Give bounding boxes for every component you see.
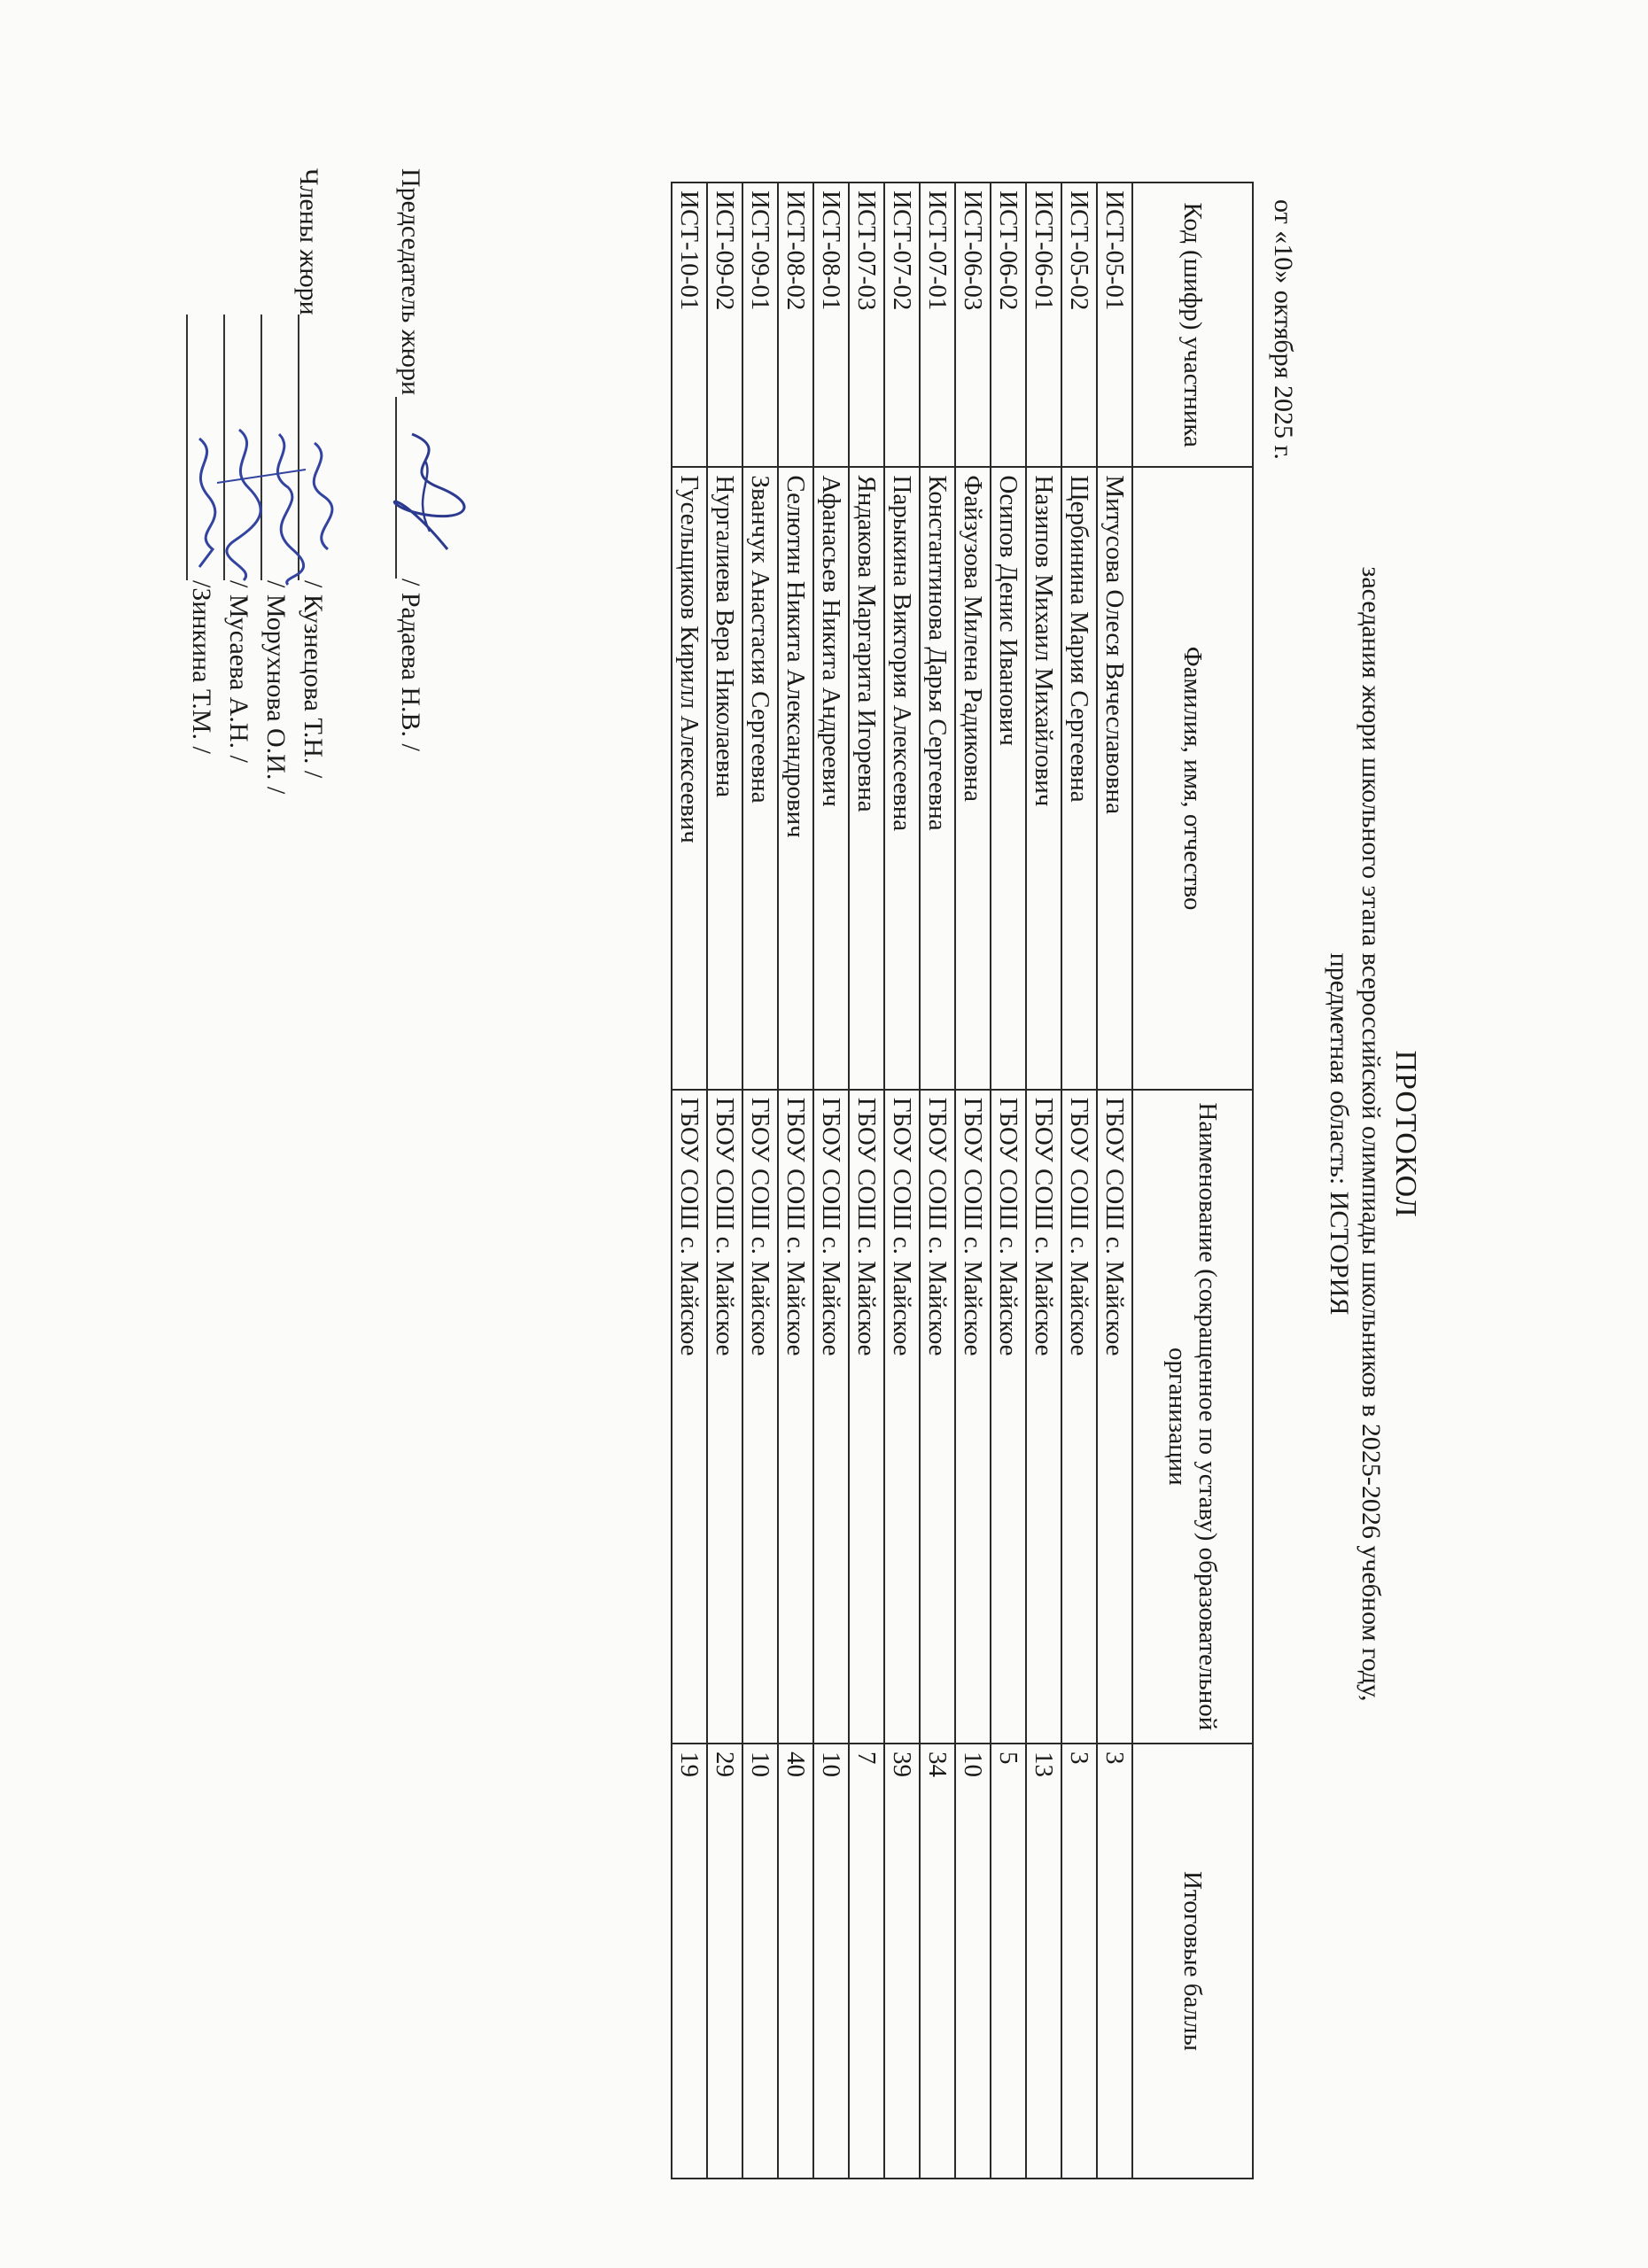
cell-score: 19 <box>672 1744 707 2179</box>
cell-name: Яндакова Маргарита Игоревна <box>849 467 884 1089</box>
table-row <box>813 183 849 2179</box>
cell-score: 3 <box>1061 1744 1097 2179</box>
protocol-date: от «10» октября 2025 г. <box>1269 199 1298 460</box>
table-header-row <box>1132 183 1253 2179</box>
cell-organization: ГБОУ СОШ с. Майское <box>1026 1090 1061 1744</box>
cell-score: 10 <box>742 1744 778 2179</box>
document-subtitle <box>1323 0 1387 2268</box>
table-row <box>707 183 742 2179</box>
cell-code: ИСТ-07-03 <box>849 183 884 467</box>
cell-code: ИСТ-10-01 <box>672 183 707 467</box>
cell-code: ИСТ-06-01 <box>1026 183 1061 467</box>
table-row <box>1026 183 1061 2179</box>
table-row <box>778 183 813 2179</box>
subtitle-line-1: заседания жюри школьного этапа всероссийской олимпиады школьников в 2025-2026 учебном году, <box>1356 566 1386 1702</box>
header-code: Код (шифр) участника <box>1132 183 1253 467</box>
cell-score: 5 <box>991 1744 1026 2179</box>
cell-score: 39 <box>884 1744 920 2179</box>
member-name: / Морухнова О.И. / <box>261 580 291 795</box>
document-title: ПРОТОКОЛ <box>1389 1050 1422 1218</box>
cell-organization: ГБОУ СОШ с. Майское <box>1097 1090 1132 1744</box>
cell-name: Щербинина Мария Сергеевна <box>1061 467 1097 1089</box>
cell-organization: ГБОУ СОШ с. Майское <box>672 1090 707 1744</box>
header-organization: Наименование (сокращенное по уставу) образовательной организации <box>1132 1090 1253 1744</box>
cell-code: ИСТ-07-01 <box>920 183 955 467</box>
cell-score: 29 <box>707 1744 742 2179</box>
table-row <box>1061 183 1097 2179</box>
cell-score: 10 <box>955 1744 991 2179</box>
subtitle-line-2: предметная область: ИСТОРИЯ <box>1325 952 1354 1316</box>
cell-name: Афанасьев Никита Андреевич <box>813 467 849 1089</box>
cell-name: Званчук Анастасия Сергеевна <box>742 467 778 1089</box>
member-name: / Кузнецова Т.Н. / <box>299 580 328 779</box>
cell-organization: ГБОУ СОШ с. Майское <box>884 1090 920 1744</box>
chair-label: Председатель жюри <box>396 168 425 396</box>
cell-code: ИСТ-06-02 <box>991 183 1026 467</box>
table-row <box>1097 183 1132 2179</box>
cell-organization: ГБОУ СОШ с. Майское <box>991 1090 1026 1744</box>
header-name: Фамилия, имя, отчество <box>1132 467 1253 1089</box>
cell-score: 13 <box>1026 1744 1061 2179</box>
table-row <box>742 183 778 2179</box>
cell-code: ИСТ-09-02 <box>707 183 742 467</box>
members-label: Члены жюри <box>294 168 323 315</box>
cell-score: 7 <box>849 1744 884 2179</box>
cell-code: ИСТ-08-02 <box>778 183 813 467</box>
cell-score: 3 <box>1097 1744 1132 2179</box>
member-name: / Мусаева А.Н. / <box>224 580 253 763</box>
cell-code: ИСТ-08-01 <box>813 183 849 467</box>
cell-organization: ГБОУ СОШ с. Майское <box>778 1090 813 1744</box>
results-table <box>671 182 1254 2179</box>
header-score: Итоговые баллы <box>1132 1744 1253 2179</box>
table-row <box>884 183 920 2179</box>
chair-name: / Радаева Н.В. / <box>396 579 425 751</box>
cell-name: Селютин Никита Александрович <box>778 467 813 1089</box>
cell-name: Митусова Олеся Вячеславовна <box>1097 467 1132 1089</box>
table-row <box>991 183 1026 2179</box>
cell-code: ИСТ-07-02 <box>884 183 920 467</box>
cell-code: ИСТ-09-01 <box>742 183 778 467</box>
cell-name: Гусельщиков Кирилл Алексеевич <box>672 467 707 1089</box>
table-row <box>849 183 884 2179</box>
cell-organization: ГБОУ СОШ с. Майское <box>813 1090 849 1744</box>
table-row <box>955 183 991 2179</box>
cell-name: Нургалиева Вера Николаевна <box>707 467 742 1089</box>
cell-code: ИСТ-06-03 <box>955 183 991 467</box>
cell-organization: ГБОУ СОШ с. Майское <box>707 1090 742 1744</box>
cell-code: ИСТ-05-02 <box>1061 183 1097 467</box>
cell-organization: ГБОУ СОШ с. Майское <box>920 1090 955 1744</box>
cell-score: 10 <box>813 1744 849 2179</box>
cell-organization: ГБОУ СОШ с. Майское <box>849 1090 884 1744</box>
cell-score: 40 <box>778 1744 813 2179</box>
chair-handwritten-signature <box>385 425 474 558</box>
cell-name: Константинова Дарья Сергеевна <box>920 467 955 1089</box>
cell-name: Назипов Михаил Михайлович <box>1026 467 1061 1089</box>
cell-name: Осипов Денис Иванович <box>991 467 1026 1089</box>
table-row <box>672 183 707 2179</box>
members-handwritten-signatures <box>164 416 341 594</box>
cell-name: Парыкина Виктория Алексеевна <box>884 467 920 1089</box>
cell-organization: ГБОУ СОШ с. Майское <box>955 1090 991 1744</box>
cell-code: ИСТ-05-01 <box>1097 183 1132 467</box>
member-name: /Зинкина Т.М. / <box>187 580 216 754</box>
cell-name: Файзузова Милена Радиковна <box>955 467 991 1089</box>
table-row <box>920 183 955 2179</box>
cell-organization: ГБОУ СОШ с. Майское <box>1061 1090 1097 1744</box>
cell-score: 34 <box>920 1744 955 2179</box>
cell-organization: ГБОУ СОШ с. Майское <box>742 1090 778 1744</box>
